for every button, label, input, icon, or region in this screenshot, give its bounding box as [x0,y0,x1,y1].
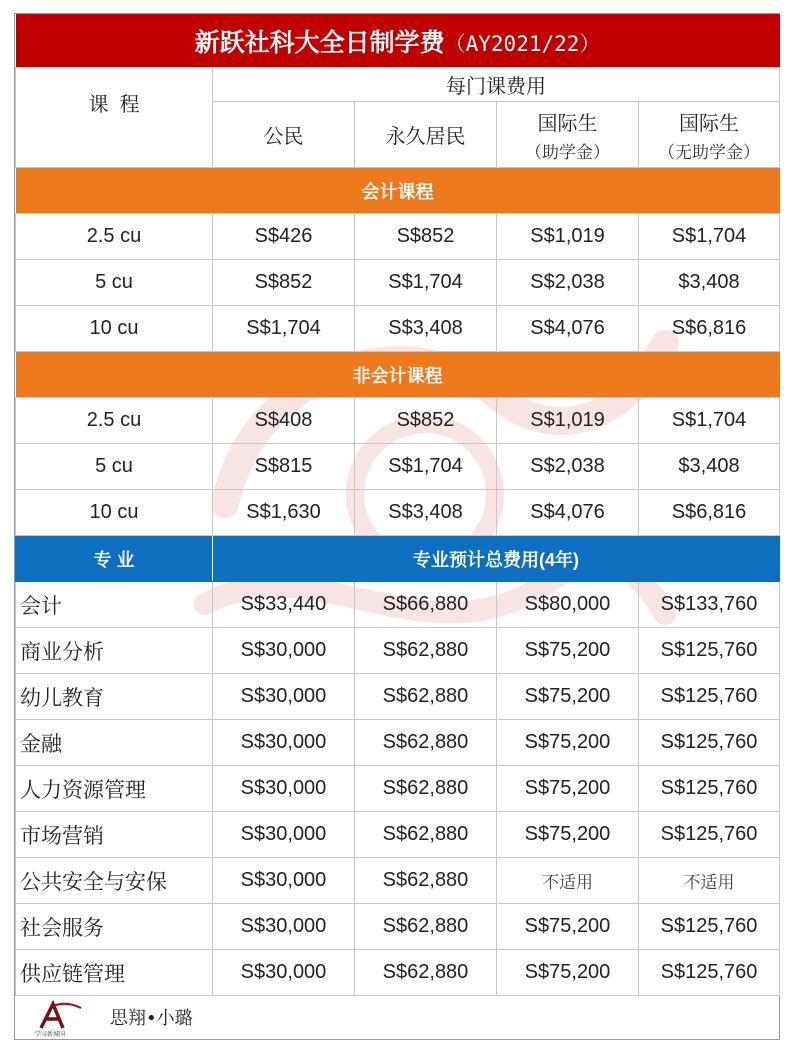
total-fee-cell: S$75,200 [497,766,639,812]
table-row [16,858,780,904]
total-fee-cell: S$30,000 [213,766,355,812]
major-name-cell: 供应链管理 [16,950,213,996]
column-header-1 [355,102,497,168]
fee-cell: S$2,038 [497,260,639,306]
total-fee-cell: S$62,880 [355,812,497,858]
total-fee-cell: S$62,880 [355,674,497,720]
major-name-cell: 市场营销 [16,812,213,858]
section-header: 非会计课程 [16,352,780,398]
total-fee-cell: S$62,880 [355,858,497,904]
total-fee-cell: S$62,880 [355,766,497,812]
table-row [16,950,780,996]
major-name-cell: 公共安全与安保 [16,858,213,904]
fee-cell: S$2,038 [497,444,639,490]
author-signature: 思翔•小璐 [110,1008,193,1029]
fee-cell: S$3,408 [355,490,497,536]
fee-cell: S$852 [355,214,497,260]
table-row [16,444,780,490]
tuition-document [14,13,780,1040]
total-fee-cell: S$125,760 [639,812,780,858]
fee-cell: $3,408 [639,260,780,306]
total-fee-cell: S$30,000 [213,858,355,904]
major-name-cell: 会计 [16,582,213,628]
fee-group-header: 每门课费用 [213,68,780,102]
total-fee-cell: S$30,000 [213,628,355,674]
column-header-note: （助学金） [525,142,610,162]
fee-cell: S$852 [355,398,497,444]
total-fee-cell: S$30,000 [213,812,355,858]
table-row [16,904,780,950]
total-fee-cell: S$125,760 [639,950,780,996]
course-units-cell: 5 cu [16,444,213,490]
fee-cell: S$4,076 [497,306,639,352]
total-fee-cell: S$30,000 [213,950,355,996]
course-units-cell: 2.5 cu [16,398,213,444]
header-row-1 [16,68,780,102]
column-header-0 [213,102,355,168]
course-header: 课 程 [16,68,213,168]
column-header-3 [639,102,780,168]
major-name-cell: 幼儿教育 [16,674,213,720]
table-row [16,674,780,720]
course-units-cell: 5 cu [16,260,213,306]
total-fee-cell: S$75,200 [497,904,639,950]
title-year: （AY2021/22） [444,31,601,56]
table-row [16,720,780,766]
table-row [16,812,780,858]
total-fee-cell: S$125,760 [639,766,780,812]
column-header-label: 国际生 [537,112,598,135]
fee-cell: S$852 [213,260,355,306]
total-fee-cell: S$62,880 [355,904,497,950]
total-fee-cell: S$62,880 [355,628,497,674]
table-row [16,306,780,352]
fee-cell: S$426 [213,214,355,260]
total-fee-cell: S$62,880 [355,720,497,766]
majors-total-header: 专业预计总费用(4年) [213,536,780,582]
section-header-row [16,168,780,214]
table-row [16,628,780,674]
fee-cell: S$1,630 [213,490,355,536]
total-fee-cell: S$75,200 [497,628,639,674]
fee-cell: S$1,704 [355,260,497,306]
table-row [16,260,780,306]
total-fee-cell: S$75,200 [497,812,639,858]
fee-cell: S$1,704 [213,306,355,352]
table-row [16,582,780,628]
tuition-table [15,14,780,996]
course-units-cell: 10 cu [16,490,213,536]
fee-cell: S$4,076 [497,490,639,536]
fee-cell: S$3,408 [355,306,497,352]
total-fee-cell: S$125,760 [639,674,780,720]
section-header: 会计课程 [16,168,780,214]
total-fee-cell: S$30,000 [213,904,355,950]
course-units-cell: 2.5 cu [16,214,213,260]
total-fee-cell: S$66,880 [355,582,497,628]
column-header-label: 国际生 [679,112,740,135]
fee-cell: S$815 [213,444,355,490]
fee-cell: S$1,704 [639,398,780,444]
column-header-label: 公民 [263,126,304,148]
total-fee-cell: S$30,000 [213,720,355,766]
title-text: 新跃社科大全日制学费 [194,28,445,57]
major-name-cell: 社会服务 [16,904,213,950]
fee-cell: S$1,019 [497,214,639,260]
total-fee-cell: S$33,440 [213,582,355,628]
total-fee-cell: S$125,760 [639,720,780,766]
total-fee-cell: S$75,200 [497,720,639,766]
column-header-label: 永久居民 [385,126,466,148]
page-title [16,14,780,68]
fee-cell: $3,408 [639,444,780,490]
table-row [16,398,780,444]
major-name-cell: 金融 [16,720,213,766]
total-fee-cell: S$125,760 [639,628,780,674]
total-fee-cell: S$75,200 [497,674,639,720]
fee-cell: S$6,816 [639,490,780,536]
section-header-row [16,352,780,398]
total-fee-cell: S$62,880 [355,950,497,996]
column-header-2 [497,102,639,168]
fee-cell: S$408 [213,398,355,444]
table-row [16,214,780,260]
logo-icon [33,1000,85,1038]
table-row [16,766,780,812]
footer [15,995,779,1040]
majors-header: 专 业 [16,536,213,582]
fee-cell: S$1,704 [355,444,497,490]
table-row [16,490,780,536]
total-fee-cell: 不适用 [497,858,639,904]
total-fee-cell: S$125,760 [639,904,780,950]
fee-cell: S$1,704 [639,214,780,260]
total-fee-cell: S$80,000 [497,582,639,628]
majors-header-row [16,536,780,582]
column-header-note: （无助学金） [658,142,761,162]
total-fee-cell: 不适用 [639,858,780,904]
total-fee-cell: S$75,200 [497,950,639,996]
fee-cell: S$1,019 [497,398,639,444]
title-row [16,14,780,68]
total-fee-cell: S$30,000 [213,674,355,720]
logo-text: 学习新城国 [35,1031,66,1038]
fee-cell: S$6,816 [639,306,780,352]
major-name-cell: 人力资源管理 [16,766,213,812]
major-name-cell: 商业分析 [16,628,213,674]
total-fee-cell: S$133,760 [639,582,780,628]
course-units-cell: 10 cu [16,306,213,352]
